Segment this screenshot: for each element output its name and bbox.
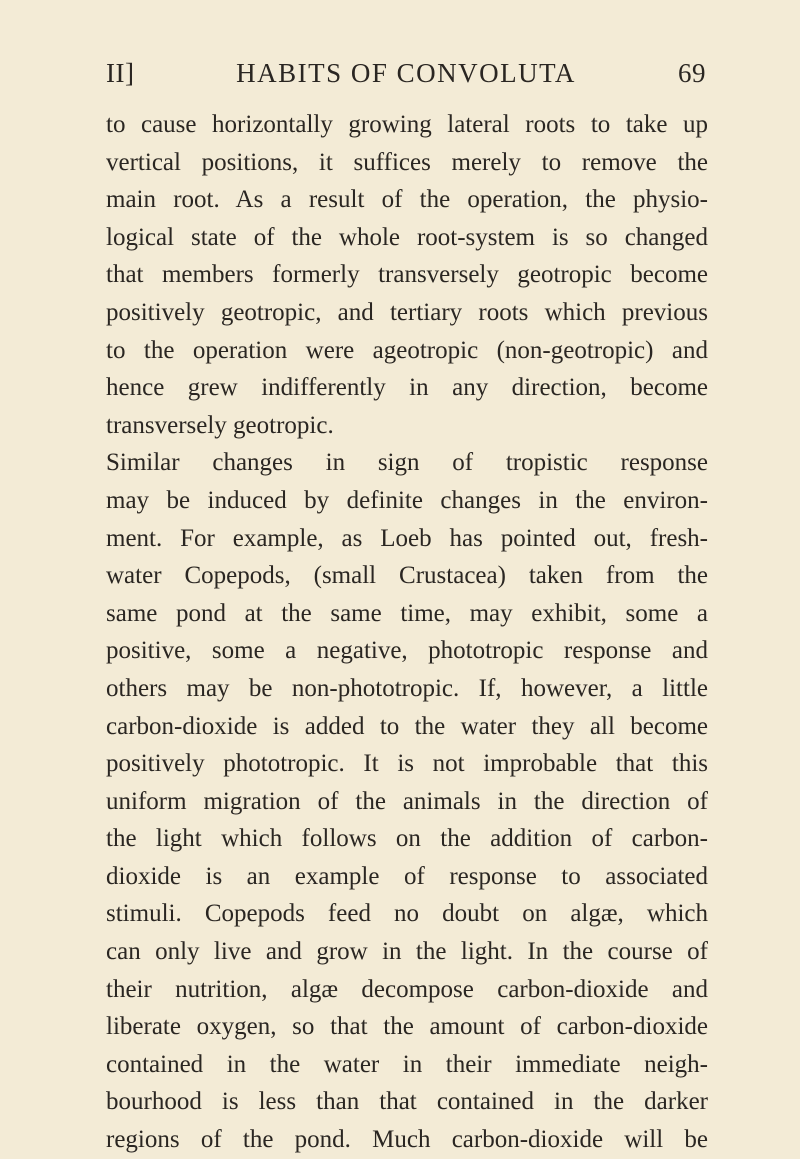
body-text (106, 106, 708, 1159)
text-line: ment. For example, as Loeb has pointed out, fresh- (106, 524, 708, 552)
text-line: water Copepods, (small Crustacea) taken from the (106, 562, 708, 590)
text-line: bourhood is less than that contained in the darker (106, 1088, 708, 1116)
text-line: uniform migration of the animals in the direction of (106, 787, 708, 815)
running-header (106, 58, 706, 92)
running-title: HABITS OF CONVOLUTA (236, 58, 576, 88)
text-line: main root. As a result of the operation, the physio- (106, 186, 708, 214)
text-line: may be induced by definite changes in the environ- (106, 486, 708, 514)
text-line: positively geotropic, and tertiary roots which previous (106, 298, 708, 326)
text-line: contained in the water in their immediate neigh- (106, 1050, 708, 1078)
text-line: carbon-dioxide is added to the water they all become (106, 712, 708, 740)
text-line: stimuli. Copepods feed no doubt on algæ, which (106, 900, 708, 928)
page-number: 69 (678, 58, 706, 88)
text-line: others may be non-phototropic. If, however, a little (106, 674, 708, 702)
text-line: regions of the pond. Much carbon-dioxide will be (106, 1126, 708, 1154)
text-line: logical state of the whole root-system is so changed (106, 223, 708, 251)
text-line: Similar changes in sign of tropistic response (106, 449, 708, 477)
text-line: positively phototropic. It is not improbable that this (106, 750, 708, 778)
text-line: to cause horizontally growing lateral roots to take up (106, 111, 708, 138)
text-line: can only live and grow in the light. In the course of (106, 938, 708, 966)
text-line: that members formerly transversely geotropic become (106, 261, 708, 289)
text-line: to the operation were ageotropic (non-geotropic) and (106, 336, 708, 364)
chapter-number: II] (106, 58, 135, 88)
text-line: vertical positions, it suffices merely to remove the (106, 148, 708, 176)
text-line: liberate oxygen, so that the amount of carbon-dioxide (106, 1013, 708, 1041)
text-line: the light which follows on the addition of carbon- (106, 825, 708, 853)
text-line: positive, some a negative, phototropic response and (106, 637, 708, 665)
text-line: same pond at the same time, may exhibit, some a (106, 599, 708, 627)
text-line: dioxide is an example of response to associated (106, 862, 708, 890)
text-line: hence grew indifferently in any direction, become (106, 374, 708, 402)
text-line: transversely geotropic. (106, 411, 334, 439)
text-line: their nutrition, algæ decompose carbon-dioxide and (106, 975, 708, 1003)
